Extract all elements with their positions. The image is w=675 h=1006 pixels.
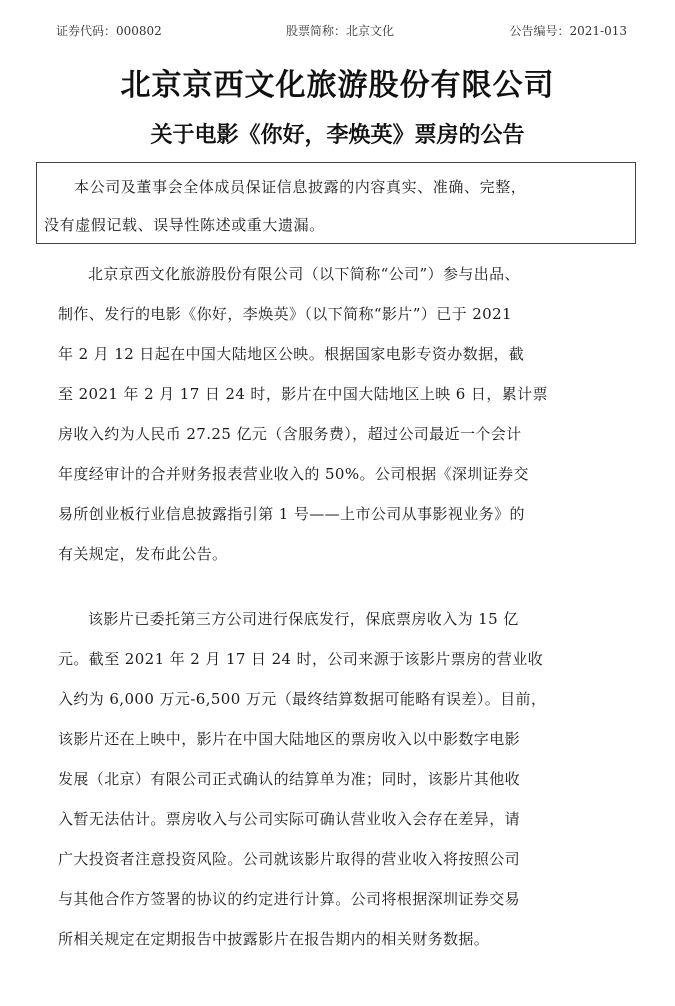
paragraph1-line: 至 2021 年 2 月 17 日 24 时，影片在中国大陆地区上映 6 日，累计票 [58,385,548,403]
paragraph1-line: 易所创业板行业信息披露指引第 1 号——上市公司从事影视业务》的 [58,505,525,523]
document-header [56,22,627,42]
paragraph2-line: 入暂无法估计。票房收入与公司实际可确认营业收入会存在差异，请 [58,810,521,828]
stock-short-name: 股票简称：北京文化 [286,24,395,38]
paragraph2-line: 该影片还在上映中，影片在中国大陆地区的票房收入以中影数字电影 [58,730,521,748]
notice-title: 关于电影《你好，李焕英》票房的公告 [150,123,525,148]
paragraph2-line: 元。截至 2021 年 2 月 17 日 24 时，公司来源于该影片票房的营业收 [58,650,544,668]
company-title: 北京京西文化旅游股份有限公司 [120,68,555,103]
disclaimer-line: 没有虚假记载、误导性陈述或重大遗漏。 [44,216,325,234]
notice-number: 公告编号：2021-013 [509,24,627,38]
stock-code: 证券代码：000802 [56,24,162,38]
paragraph2-line: 广大投资者注意投资风险。公司就该影片取得的营业收入将按照公司 [58,850,521,868]
paragraph2-line: 与其他合作方签署的协议的约定进行计算。公司将根据深圳证券交易 [58,890,521,908]
paragraph2-line: 发展（北京）有限公司正式确认的结算单为准；同时，该影片其他收 [58,770,521,788]
paragraph2-line: 该影片已委托第三方公司进行保底发行，保底票房收入为 15 亿 [88,610,519,628]
paragraph1-line: 有关规定，发布此公告。 [58,545,228,563]
paragraph1-line: 年 2 月 12 日起在中国大陆地区公映。根据国家电影专资办数据，截 [58,345,525,363]
paragraph1-line: 北京京西文化旅游股份有限公司（以下简称“公司”）参与出品、 [88,265,520,283]
disclaimer-line: 本公司及董事会全体成员保证信息披露的内容真实、准确、完整， [74,178,527,196]
paragraph1-line: 年度经审计的合并财务报表营业收入的 50%。公司根据《深圳证券交 [58,465,529,483]
paragraph2-line: 入约为 6,000 万元-6,500 万元（最终结算数据可能略有误差）。目前， [58,690,547,708]
paragraph2-line: 所相关规定在定期报告中披露影片在报告期内的相关财务数据。 [58,930,490,948]
paragraph1-line: 制作、发行的电影《你好，李焕英》（以下简称“影片”）已于 2021 [58,305,512,323]
paragraph1-line: 房收入约为人民币 27.25 亿元（含服务费），超过公司最近一个会计 [58,425,522,443]
